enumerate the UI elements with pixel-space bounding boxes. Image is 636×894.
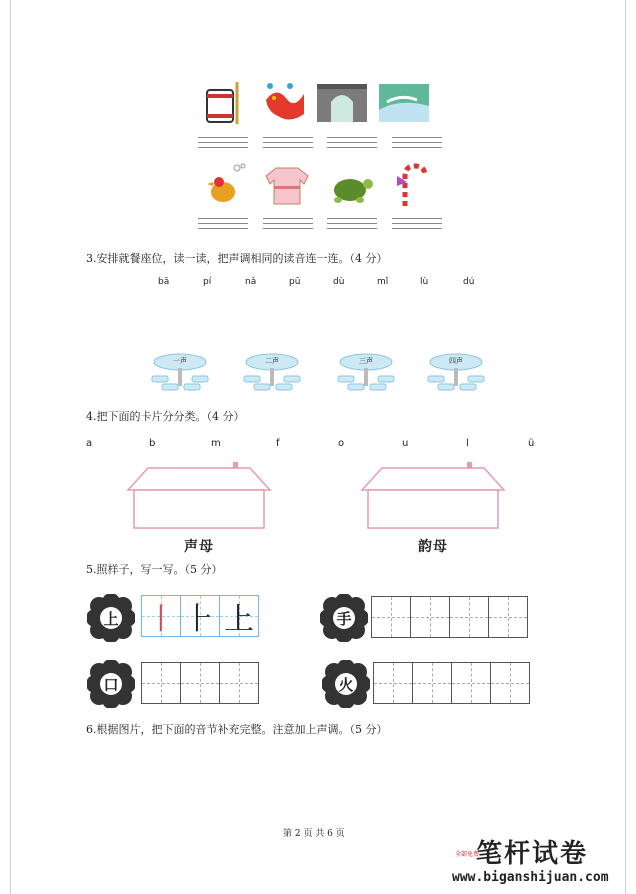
brand-url[interactable]: www.biganshijuan.com: [452, 870, 609, 885]
syllable[interactable]: dù: [333, 277, 345, 287]
house-initials[interactable]: [126, 462, 272, 530]
house-label-initials: 声母: [184, 539, 214, 555]
writing-lines: [327, 137, 377, 152]
house-finals[interactable]: [360, 462, 506, 530]
table-label: 一声: [173, 357, 187, 365]
syllable[interactable]: lù: [420, 277, 429, 287]
flower-badge: [322, 660, 370, 708]
question-6-title: 6.根据图片，把下面的音节补充完整。注意加上声调。（5 分）: [86, 723, 388, 736]
dragon-picture: [260, 80, 310, 126]
table-fourth-tone[interactable]: [424, 350, 488, 398]
syllable[interactable]: pí: [203, 277, 212, 287]
writing-lines: [263, 218, 313, 233]
table-first-tone[interactable]: [148, 350, 212, 398]
syllable[interactable]: nǎ: [245, 277, 257, 287]
writing-lines: [198, 137, 248, 152]
sweater-picture: [262, 162, 312, 208]
stroke-1: 丨: [146, 602, 176, 637]
house-icon: [360, 462, 506, 530]
table-label: 二声: [265, 357, 279, 365]
table-label: 三声: [359, 357, 373, 365]
drum-picture: [201, 80, 251, 126]
rooster-picture: [203, 162, 253, 208]
writing-lines: [392, 137, 442, 152]
table-label: 四声: [449, 357, 463, 365]
flower-char: 上: [103, 610, 119, 628]
question-4-title: 4.把下面的卡片分分类。（4 分）: [86, 410, 245, 423]
letter-card[interactable]: l: [466, 438, 469, 449]
writing-lines: [263, 137, 313, 152]
gate-picture: [317, 80, 367, 126]
writing-lines: [392, 218, 442, 233]
table-second-tone[interactable]: [240, 350, 304, 398]
writing-grid[interactable]: [141, 662, 259, 704]
letter-card[interactable]: u: [402, 438, 409, 449]
brand-tag: 全部免费: [455, 851, 480, 858]
syllable[interactable]: dú: [463, 277, 475, 287]
stroke-2: ⺊: [185, 602, 215, 637]
flower-badge: [320, 594, 368, 642]
house-label-finals: 韵母: [418, 539, 448, 555]
flower-char: 手: [336, 610, 352, 628]
candy-cane-picture: [387, 162, 437, 208]
stroke-3: 上: [224, 602, 254, 637]
flower-badge: [87, 660, 135, 708]
flower-badge: [87, 594, 135, 642]
flower-char: 口: [103, 676, 119, 694]
writing-lines: [327, 218, 377, 233]
table-third-tone[interactable]: [334, 350, 398, 398]
page-number: 第 2 页 共 6 页: [283, 829, 345, 839]
writing-grid[interactable]: [373, 662, 530, 704]
letter-card[interactable]: f: [276, 438, 280, 449]
syllable[interactable]: bā: [158, 277, 170, 287]
turtle-picture: [326, 162, 376, 208]
flower-char: 火: [338, 676, 354, 694]
letter-card[interactable]: o: [338, 438, 345, 449]
page-border-left: [10, 0, 11, 894]
letter-card[interactable]: a: [86, 438, 93, 449]
brand-name: 笔杆试卷: [476, 839, 589, 869]
sample-writing-grid: [141, 595, 259, 637]
river-picture: [379, 80, 429, 126]
letter-card[interactable]: m: [211, 438, 221, 449]
question-5-title: 5.照样子，写一写。（5 分）: [86, 563, 223, 576]
letter-card[interactable]: ü: [528, 438, 535, 449]
page-border-right: [625, 0, 626, 894]
letter-card[interactable]: b: [149, 438, 156, 449]
writing-lines: [198, 218, 248, 233]
house-icon: [126, 462, 272, 530]
writing-grid[interactable]: [371, 596, 528, 638]
syllable[interactable]: mǐ: [377, 277, 389, 287]
question-3-title: 3.安排就餐座位，读一读，把声调相同的读音连一连。（4 分）: [86, 252, 388, 265]
syllable[interactable]: pū: [289, 277, 301, 287]
